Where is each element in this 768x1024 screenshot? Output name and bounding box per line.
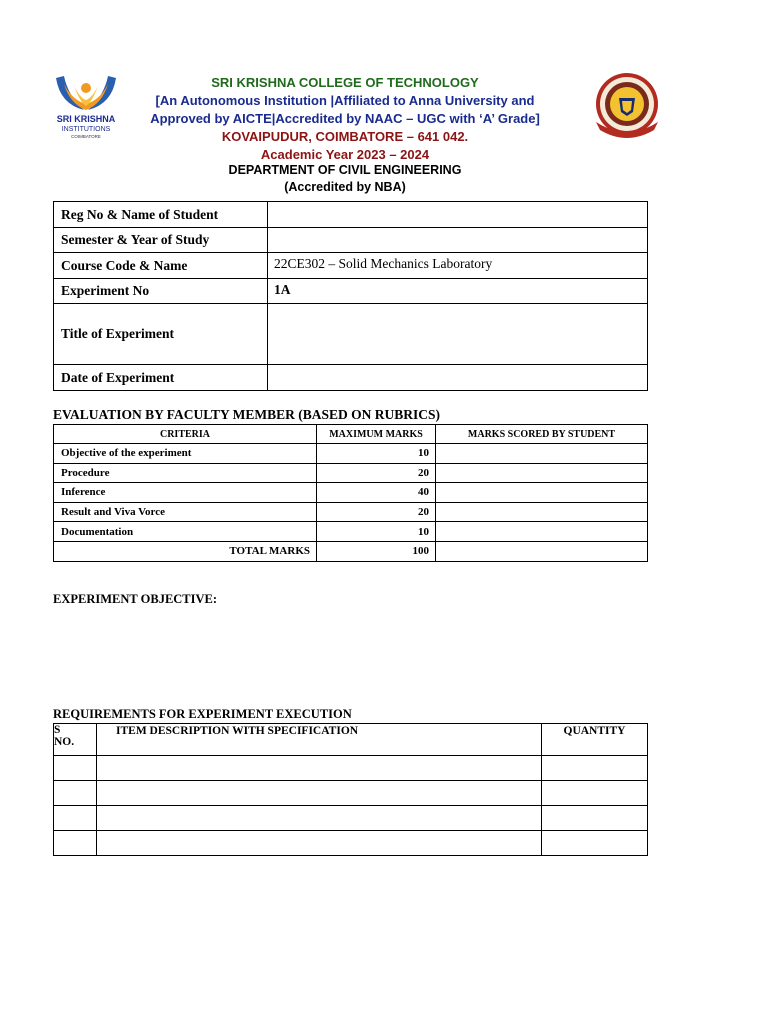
table-row <box>54 502 648 522</box>
max-marks-cell: 10 <box>317 444 436 464</box>
department-block <box>130 162 560 196</box>
evaluation-table <box>53 424 648 562</box>
academic-year: Academic Year 2023 – 2024 <box>260 147 430 162</box>
student-info-table <box>53 201 648 391</box>
scored-cell[interactable] <box>436 444 648 464</box>
total-row <box>54 541 648 561</box>
total-max: 100 <box>317 541 436 561</box>
total-scored[interactable] <box>436 541 648 561</box>
requirements-title: REQUIREMENTS FOR EXPERIMENT EXECUTION <box>53 707 352 721</box>
svg-text:COIMBATORE: COIMBATORE <box>71 134 101 139</box>
qty-cell[interactable] <box>542 756 648 781</box>
exp-label: Experiment No <box>54 279 268 304</box>
info-row-sem <box>54 228 648 253</box>
title-value[interactable] <box>268 304 648 365</box>
reg-label: Reg No & Name of Student <box>54 202 268 228</box>
sno-cell[interactable] <box>54 806 97 831</box>
table-row <box>54 806 648 831</box>
qty-cell[interactable] <box>542 781 648 806</box>
criteria-cell: Documentation <box>54 522 317 542</box>
svg-text:SRI KRISHNA: SRI KRISHNA <box>56 114 116 124</box>
table-row <box>54 444 648 464</box>
col-criteria: CRITERIA <box>54 425 317 444</box>
qty-cell[interactable] <box>542 831 648 856</box>
requirements-table <box>53 723 648 856</box>
college-name: SRI KRISHNA COLLEGE OF TECHNOLOGY <box>211 75 479 90</box>
reg-value[interactable] <box>268 202 648 228</box>
total-label: TOTAL MARKS <box>54 541 317 561</box>
info-row-date <box>54 365 648 391</box>
table-row <box>54 756 648 781</box>
title-label: Title of Experiment <box>54 304 268 365</box>
col-item-description: ITEM DESCRIPTION WITH SPECIFICATION <box>97 724 542 756</box>
item-cell[interactable] <box>97 781 542 806</box>
qty-cell[interactable] <box>542 806 648 831</box>
sno-cell[interactable] <box>54 756 97 781</box>
sri-krishna-institutions-logo <box>50 70 122 144</box>
date-value[interactable] <box>268 365 648 391</box>
col-marks-scored: MARKS SCORED BY STUDENT <box>436 425 648 444</box>
criteria-cell: Procedure <box>54 463 317 483</box>
table-row <box>54 483 648 503</box>
max-marks-cell: 10 <box>317 522 436 542</box>
table-row <box>54 831 648 856</box>
scored-cell[interactable] <box>436 502 648 522</box>
department-name: DEPARTMENT OF CIVIL ENGINEERING <box>228 163 462 177</box>
scored-cell[interactable] <box>436 463 648 483</box>
college-address: KOVAIPUDUR, COIMBATORE – 641 042. <box>221 129 469 144</box>
col-quantity: QUANTITY <box>542 724 648 756</box>
table-row <box>54 781 648 806</box>
scored-cell[interactable] <box>436 483 648 503</box>
col-max-marks: MAXIMUM MARKS <box>317 425 436 444</box>
item-cell[interactable] <box>97 806 542 831</box>
criteria-cell: Objective of the experiment <box>54 444 317 464</box>
max-marks-cell: 20 <box>317 502 436 522</box>
date-label: Date of Experiment <box>54 365 268 391</box>
info-row-course <box>54 253 648 279</box>
col-sno-line-1: S <box>54 724 61 736</box>
max-marks-cell: 40 <box>317 483 436 503</box>
info-row-exp <box>54 279 648 304</box>
college-header <box>130 74 560 164</box>
col-sno <box>54 724 97 756</box>
info-row-reg <box>54 202 648 228</box>
col-sno-line-2: NO. <box>54 736 75 748</box>
department-accreditation: (Accredited by NBA) <box>284 180 406 194</box>
scored-cell[interactable] <box>436 522 648 542</box>
criteria-cell: Inference <box>54 483 317 503</box>
sem-label: Semester & Year of Study <box>54 228 268 253</box>
table-row <box>54 463 648 483</box>
info-row-title <box>54 304 648 365</box>
affiliation-line-1: [An Autonomous Institution |Affiliated to Anna University and <box>155 93 535 108</box>
course-value: 22CE302 – Solid Mechanics Laboratory <box>268 253 648 279</box>
evaluation-header-row <box>54 425 648 444</box>
max-marks-cell: 20 <box>317 463 436 483</box>
svg-text:INSTITUTIONS: INSTITUTIONS <box>61 126 111 133</box>
table-row <box>54 522 648 542</box>
college-seal-logo <box>588 70 666 142</box>
affiliation-line-2: Approved by AICTE|Accredited by NAAC – UGC with ‘A’ Grade] <box>150 111 540 126</box>
criteria-cell: Result and Viva Vorce <box>54 502 317 522</box>
requirements-header-row <box>54 724 648 756</box>
sno-cell[interactable] <box>54 781 97 806</box>
exp-value: 1A <box>268 279 648 304</box>
item-cell[interactable] <box>97 756 542 781</box>
evaluation-title: EVALUATION BY FACULTY MEMBER (BASED ON RUBRICS) <box>53 407 441 422</box>
course-label: Course Code & Name <box>54 253 268 279</box>
sno-cell[interactable] <box>54 831 97 856</box>
experiment-objective-heading: EXPERIMENT OBJECTIVE: <box>53 592 218 606</box>
item-cell[interactable] <box>97 831 542 856</box>
sem-value[interactable] <box>268 228 648 253</box>
